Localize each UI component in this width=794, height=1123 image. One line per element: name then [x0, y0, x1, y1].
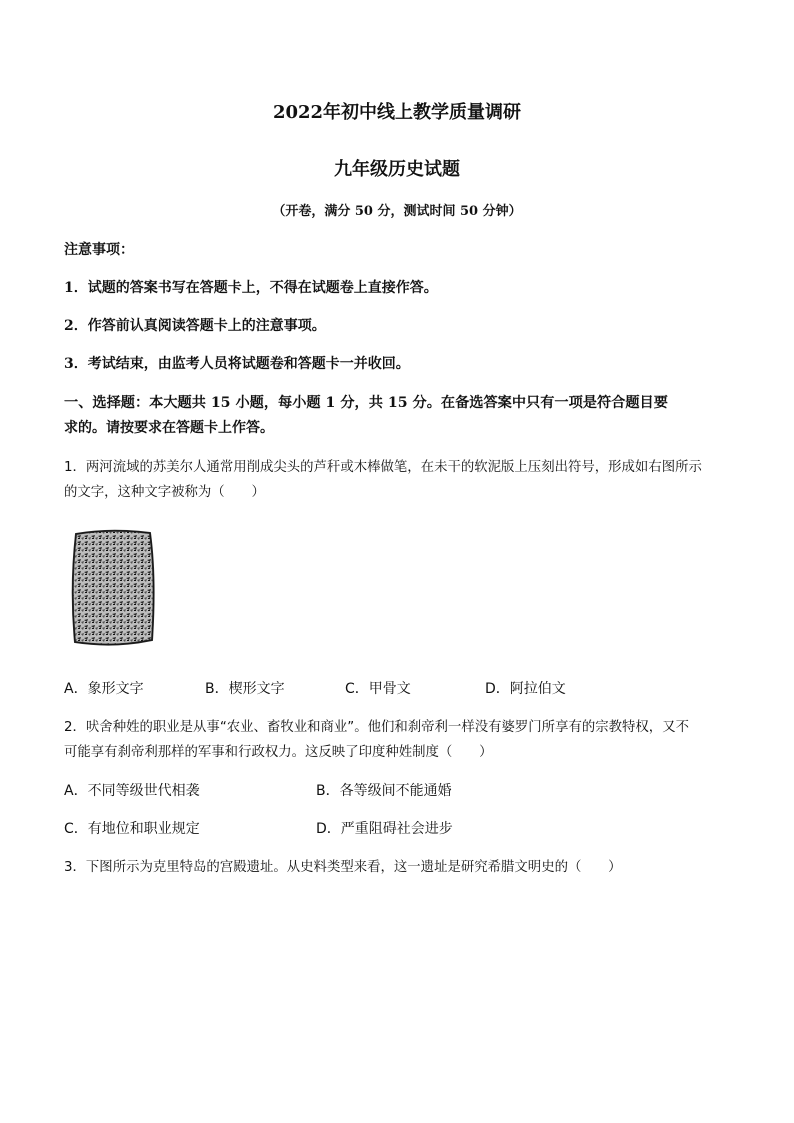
q1-option-a: A．象形文字: [64, 681, 144, 697]
question-2-text: 2．吠舍种姓的职业是从事“农业、畜牧业和商业”。他们和刹帝利一样没有婆罗门所享有的宗教特权，又不: [64, 720, 689, 735]
question-1-text: 的文字，这种文字被称为（ ）: [64, 485, 265, 500]
notice-item: 3．考试结束，由监考人员将试题卷和答题卡一并收回。: [64, 356, 410, 372]
q1-option-c: C．甲骨文: [345, 681, 411, 697]
question-1-text: 1．两河流域的苏美尔人通常用削成尖头的芦秆或木棒做笔，在未干的软泥版上压刻出符号，形成如右图所示: [64, 460, 702, 475]
q1-option-d: D．阿拉伯文: [485, 681, 566, 697]
q2-option-a: A．不同等级世代相袭: [64, 783, 200, 799]
section-instruction: 一、选择题：本大题共 15 小题，每小题 1 分，共 15 分。在备选答案中只有一项是符合题目要: [64, 395, 668, 411]
notice-item: 1．试题的答案书写在答题卡上，不得在试题卷上直接作答。: [64, 280, 438, 296]
section-instruction: 求的。请按要求在答题卡上作答。: [64, 420, 274, 436]
notice-item: 2．作答前认真阅读答题卡上的注意事项。: [64, 318, 326, 334]
q2-option-b: B．各等级间不能通婚: [316, 783, 452, 799]
q1-option-b: B．楔形文字: [205, 681, 285, 697]
exam-title: 2022年初中线上教学质量调研: [272, 102, 522, 123]
question-2-text: 可能享有刹帝利那样的军事和行政权力。这反映了印度种姓制度（ ）: [64, 745, 493, 760]
question-3-text: 3．下图所示为克里特岛的宫殿遗址。从史料类型来看，这一遗址是研究希腊文明史的（ ）: [64, 860, 622, 875]
notice-heading: 注意事项：: [64, 242, 134, 258]
q2-option-c: C．有地位和职业规定: [64, 821, 200, 837]
cuneiform-tablet-image: [70, 528, 156, 648]
exam-info: （开卷，满分 50 分，测试时间 50 分钟）: [272, 204, 522, 219]
q2-option-d: D．严重阻碍社会进步: [316, 821, 453, 837]
exam-subtitle: 九年级历史试题: [334, 159, 460, 180]
